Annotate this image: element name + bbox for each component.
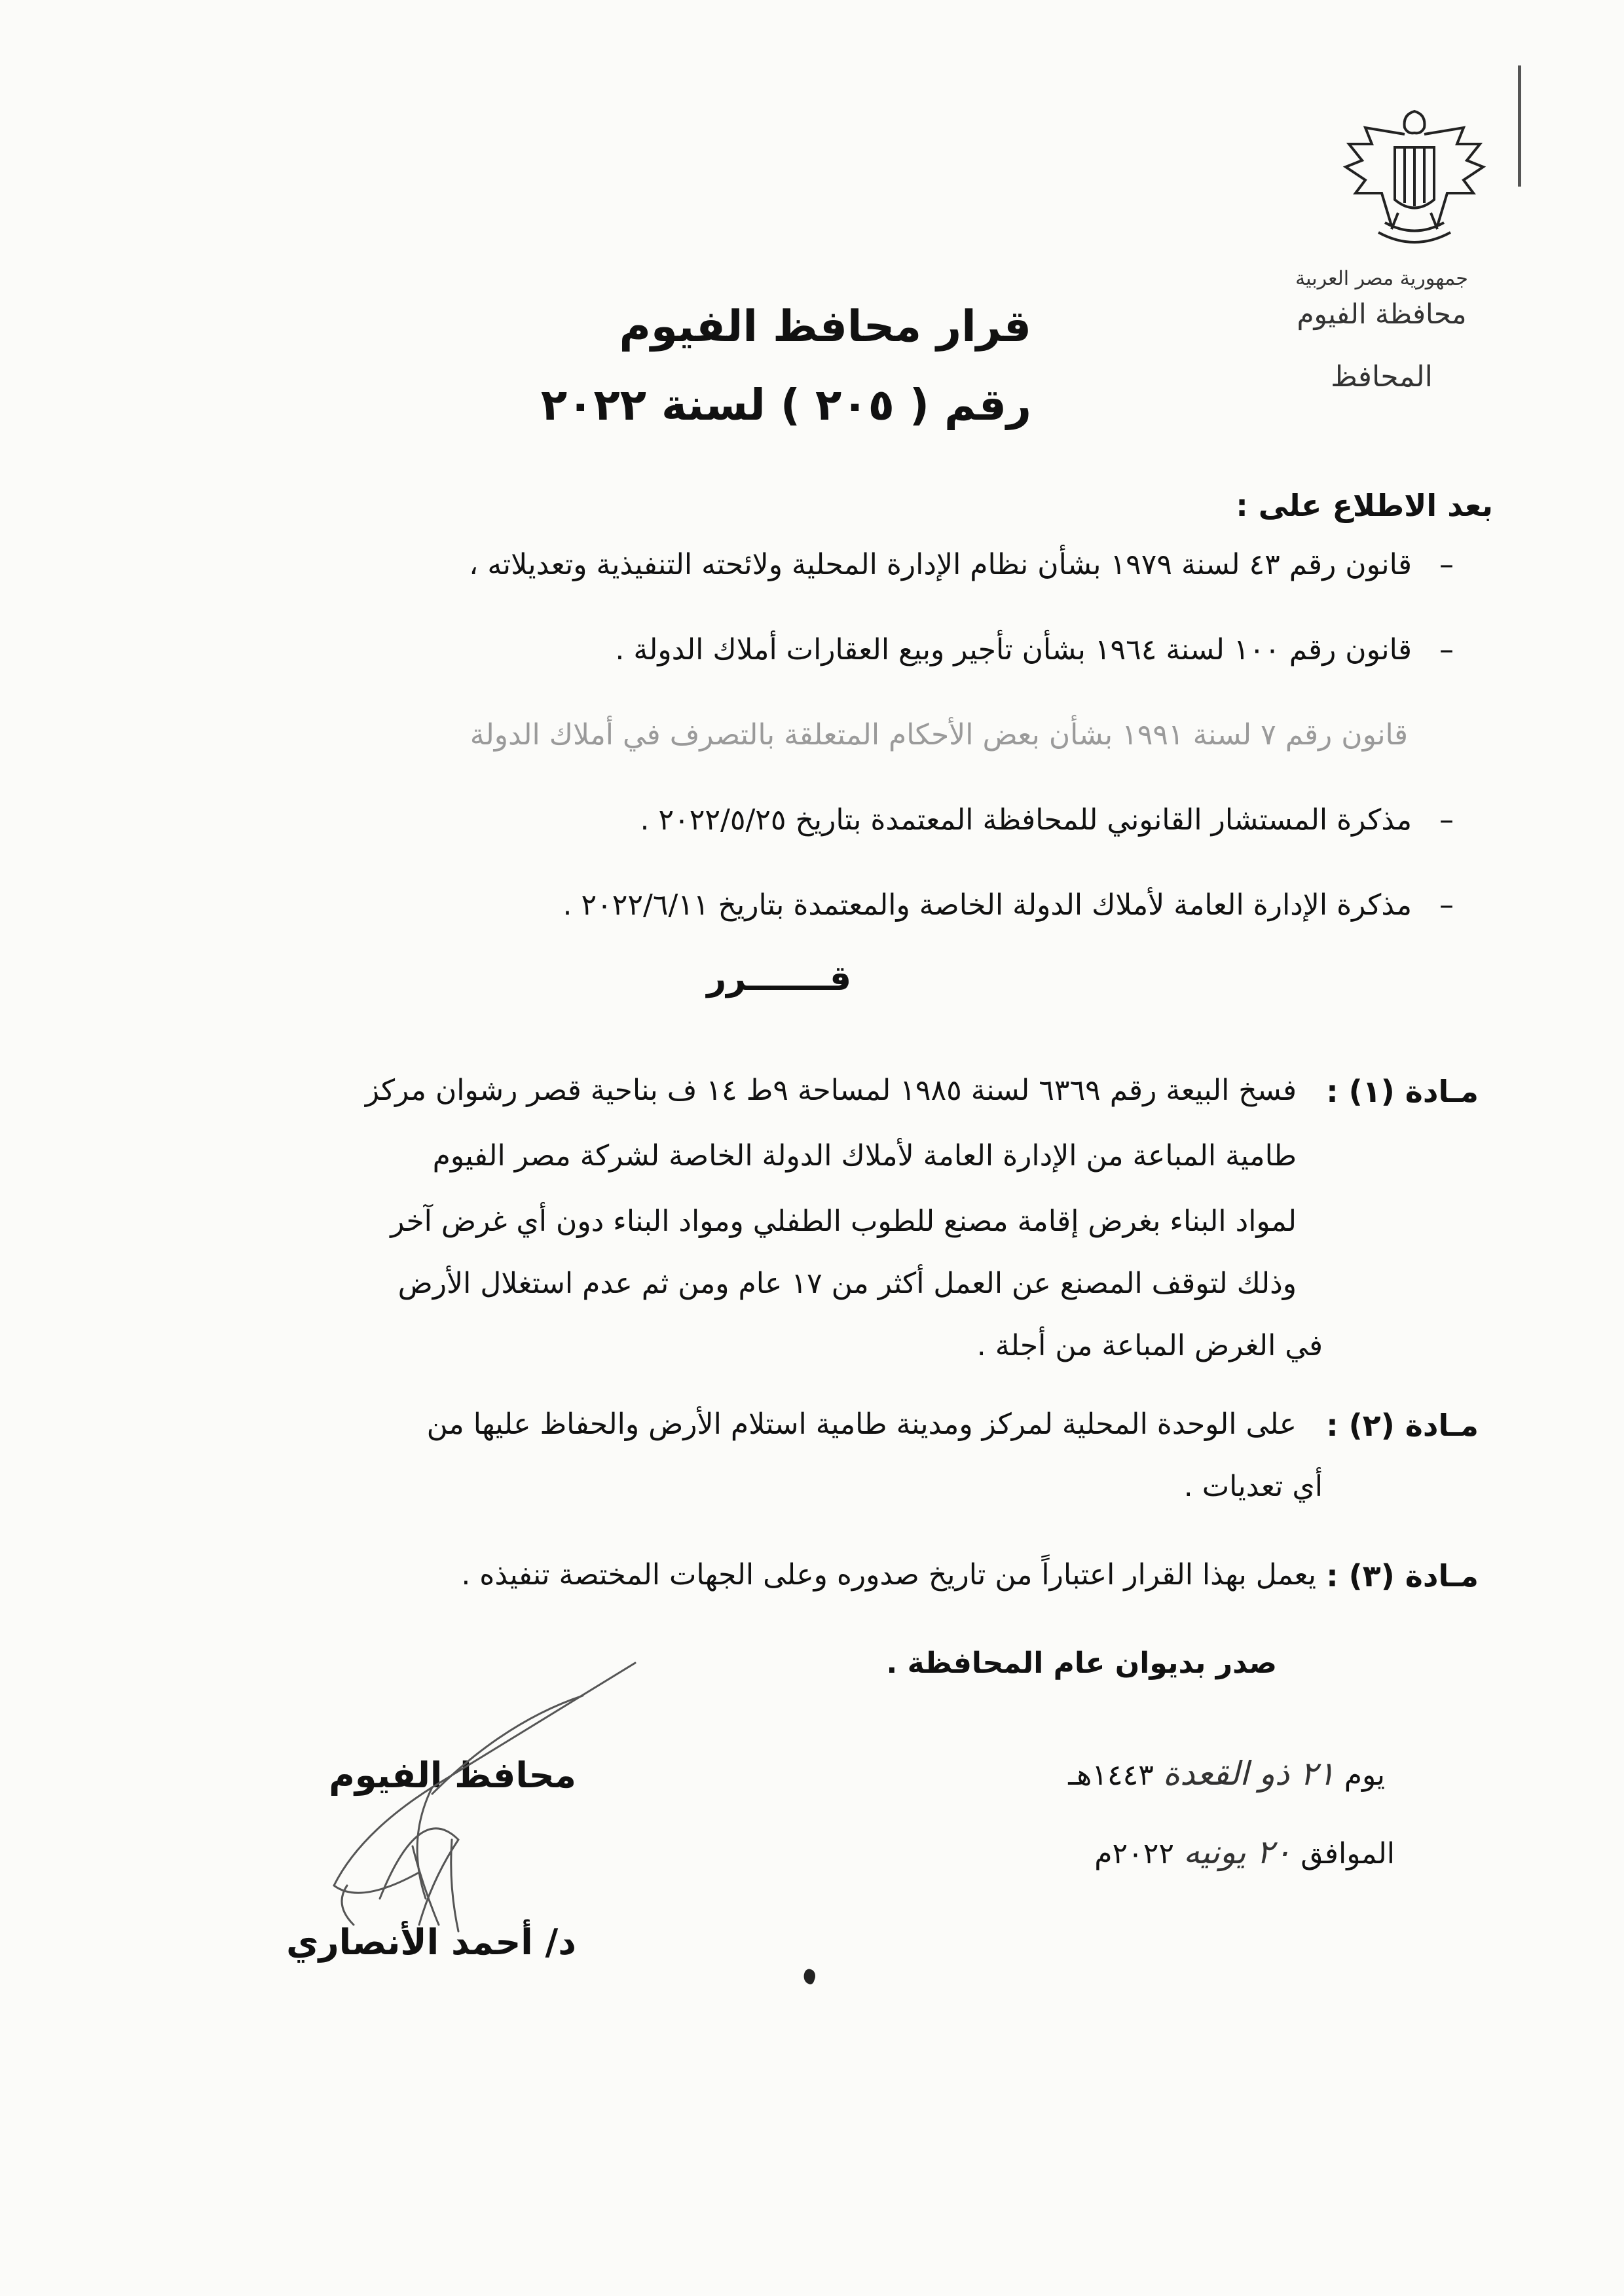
- corresponding-prefix: الموافق: [1301, 1837, 1395, 1870]
- handwritten-signature-icon: [216, 1650, 661, 1990]
- signatory-title: محافظ الفيوم: [329, 1755, 576, 1796]
- hijri-handwritten: ٢١ ذو القعدة: [1162, 1755, 1335, 1793]
- gregorian-handwritten: ٢٠ يونيه: [1183, 1833, 1292, 1871]
- preamble-item-text: مذكرة الإدارة العامة لأملاك الدولة الخاصة والمعتمدة بتاريخ ٢٠٢٢/٦/١١ .: [563, 888, 1412, 922]
- decision-heading: قـــــــرر: [707, 959, 851, 998]
- bullet-dash: –: [1412, 633, 1454, 666]
- article-label: مـادة (٢) :: [1326, 1408, 1479, 1443]
- article-line: أي تعديات .: [1183, 1470, 1323, 1503]
- preamble-item-text: قانون رقم ٧ لسنة ١٩٩١ بشأن بعض الأحكام المتعلقة بالتصرف في أملاك الدولة: [470, 718, 1408, 752]
- gregorian-date: [1094, 1833, 1395, 1871]
- country-line: جمهورية مصر العربية: [1295, 267, 1468, 290]
- bullet-dash: –: [1412, 548, 1454, 581]
- article-line: في الغرض المباعة من أجلة .: [976, 1329, 1323, 1362]
- article-label: مـادة (١) :: [1326, 1074, 1479, 1109]
- article-line: لمواد البناء بغرض إقامة مصنع للطوب الطفلي ومواد البناء دون أي غرض آخر: [390, 1205, 1297, 1238]
- decree-number: رقم ( ٢٠٥ ) لسنة ٢٠٢٢: [540, 380, 1031, 430]
- egypt-eagle-emblem-icon: [1339, 98, 1490, 262]
- hijri-year: ١٤٤٣هـ: [1068, 1758, 1154, 1792]
- article-line: طامية المباعة من الإدارة العامة لأملاك الدولة الخاصة لشركة مصر الفيوم: [432, 1139, 1297, 1173]
- article-line: فسخ البيعة رقم ٦٣٦٩ لسنة ١٩٨٥ لمساحة ٩ط ١٤ ف بناحية قصر رشوان مركز: [365, 1074, 1297, 1107]
- issued-text: صدر بديوان عام المحافظة .: [886, 1647, 1277, 1680]
- gregorian-year: ٢٠٢٢م: [1094, 1837, 1175, 1870]
- ink-speck: [802, 1968, 817, 1986]
- preamble-item-text: قانون رقم ١٠٠ لسنة ١٩٦٤ بشأن تأجير وبيع العقارات أملاك الدولة .: [615, 633, 1412, 666]
- day-prefix: يوم: [1344, 1758, 1385, 1792]
- bullet-dash: –: [1412, 803, 1454, 837]
- signatory-name: د/ أحمد الأنصاري: [286, 1922, 576, 1963]
- preamble-item: [563, 887, 1454, 923]
- office-line: المحافظ: [1331, 360, 1433, 393]
- preamble-item: [640, 802, 1454, 838]
- decree-title: قرار محافظ الفيوم: [619, 301, 1031, 352]
- preamble-item-text: قانون رقم ٤٣ لسنة ١٩٧٩ بشأن نظام الإدارة المحلية ولائحته التنفيذية وتعديلاته ،: [469, 548, 1412, 581]
- article-line: وذلك لتوقف المصنع عن العمل أكثر من ١٧ عام ومن ثم عدم استغلال الأرض: [397, 1267, 1297, 1300]
- margin-line: [1518, 65, 1521, 187]
- bullet-dash: –: [1412, 888, 1454, 922]
- article-line: على الوحدة المحلية لمركز ومدينة طامية استلام الأرض والحفاظ عليها من: [426, 1408, 1297, 1441]
- article-line: يعمل بهذا القرار اعتباراً من تاريخ صدوره وعلى الجهات المختصة تنفيذه .: [461, 1558, 1316, 1592]
- governorate-line: محافظة الفيوم: [1297, 298, 1467, 330]
- hijri-date: [1068, 1755, 1385, 1793]
- preamble-item: [469, 547, 1454, 583]
- article-label: مـادة (٣) :: [1326, 1558, 1479, 1594]
- preamble-item: [615, 632, 1454, 668]
- preamble-heading: بعد الاطلاع على :: [1236, 488, 1493, 523]
- preamble-item-text: مذكرة المستشار القانوني للمحافظة المعتمدة بتاريخ ٢٠٢٢/٥/٢٥ .: [640, 803, 1412, 837]
- preamble-item: [470, 717, 1408, 753]
